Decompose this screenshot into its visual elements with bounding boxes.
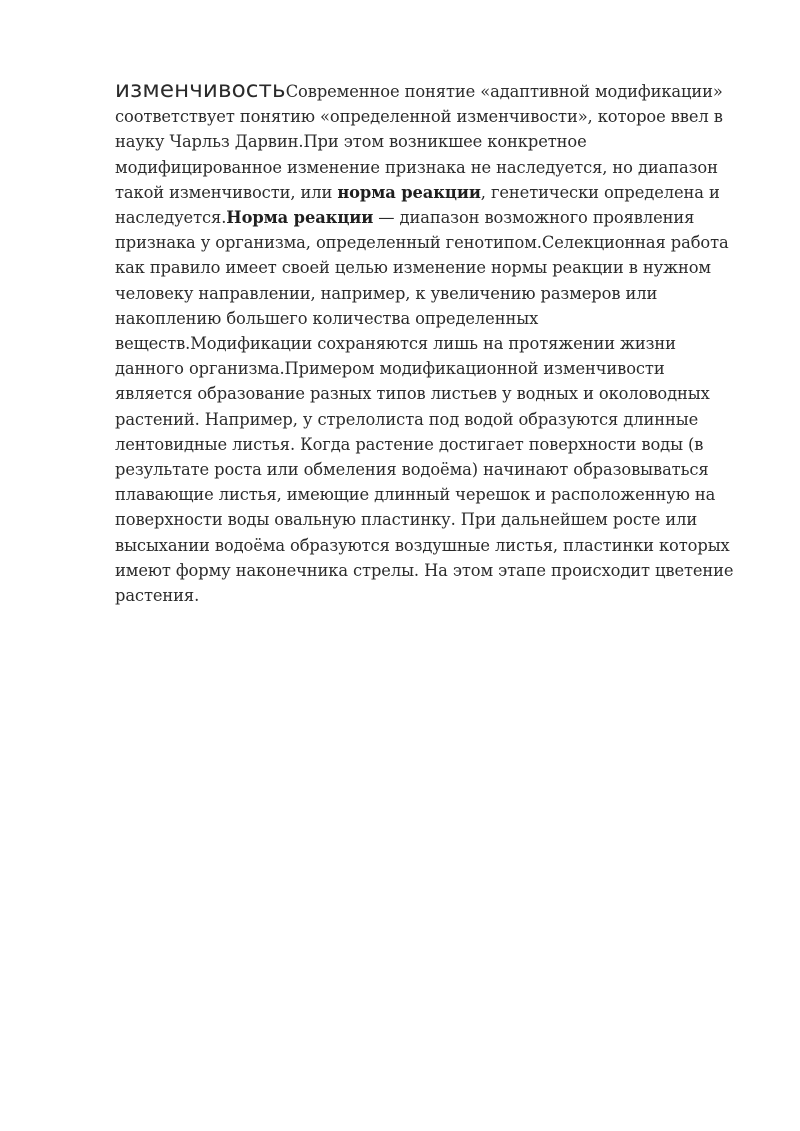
section-heading: изменчивость bbox=[115, 77, 286, 103]
term-norma-reaktsii-definition: Норма реакции bbox=[226, 208, 374, 228]
paragraph-text-1: Современное понятие «адаптивной модификации» соответствует понятию «определенной изменчивости», которое ввел в науку Чарльз Дарвин.При этом возникшее конкретное модифицированное изменение признака не наследуется, но диапазон такой изменчивости, или bbox=[115, 82, 723, 202]
paragraph-text-2: , генетически определена и наследуется. bbox=[115, 182, 720, 228]
document-body bbox=[115, 78, 740, 608]
paragraph-text-3: — диапазон возможного проявления признака у организма, определенный генотипом.Селекционная работа как правило имеет своей целью изменение нормы реакции в нужном человеку направлении, например, к увеличению размеров или накоплению большего количества определенных веществ.Модификации сохраняются лишь на протяжении жизни данного организма.Примером модификационной изменчивости является образование разных типов листьев у водных и околоводных растений. Например, у стрелолиста под водой образуются длинные лентовидные листья. Когда растение достигает поверхности воды (в результате роста или обмеления водоёма) начинают образовываться плавающие листья, имеющие длинный черешок и расположенную на поверхности воды овальную пластинку. При дальнейшем росте или высыхании водоёма образуются воздушные листья, пластинки которых имеют форму наконечника стрелы. На этом этапе происходит цветение растения. bbox=[115, 208, 734, 606]
term-norma-reaktsii: норма реакции bbox=[337, 182, 481, 202]
